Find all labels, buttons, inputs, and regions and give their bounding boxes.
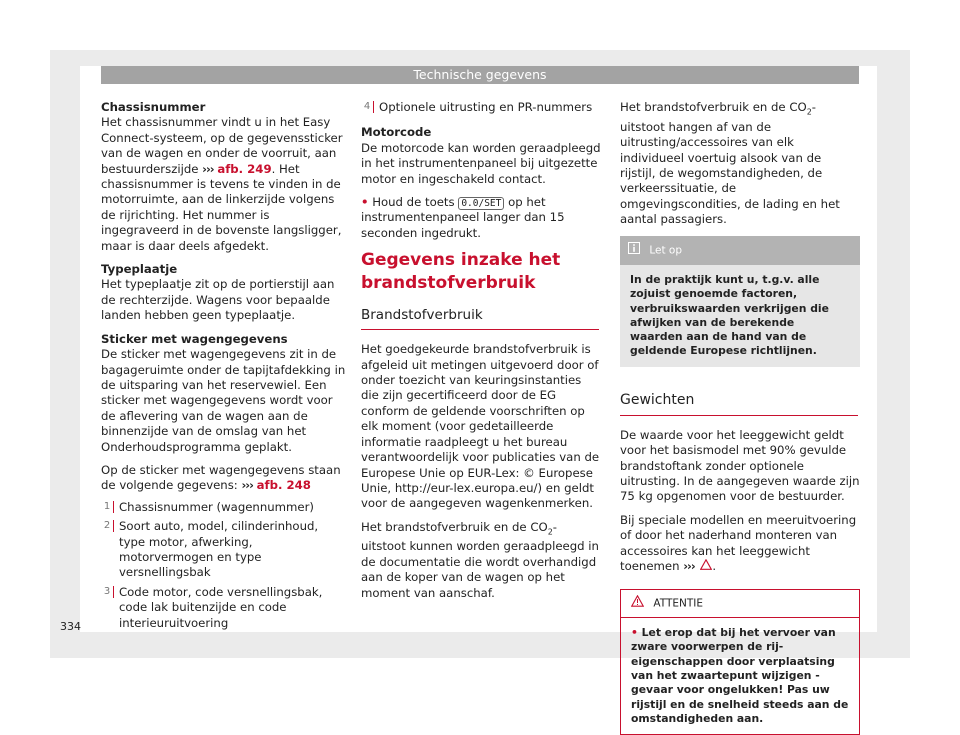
co2-text-b: -uitstoot kunnen worden geraadpleegd in de documentatie die wordt overhandigd aan de koper van de wagen op het moment van aanschaf. [361, 519, 599, 600]
item-text: Code motor, code versnellingsbak, code lak buitenzijde en code interieuruitvoering [119, 584, 323, 630]
co2-paragraph [361, 520, 601, 601]
hold-text-a: Houd de toets [372, 195, 455, 210]
warning-body [621, 618, 859, 734]
chassis-text-b: . Het chassisnummer is tevens te vinden in de motorruimte, aan de linkerzijde volgens de rijrichting. Het nummer is ingegraveerd in de bovenste langsligger, maar is daar deels afgedekt. [101, 161, 342, 253]
sticker-section [101, 332, 346, 455]
list-item [101, 585, 346, 631]
weights-text: De waarde voor het leeggewicht geldt voor het basismodel met 90% gevulde brandstoftank zonder optionele uitrusting. In de aangegeven waarde zijn 75 kg opgenomen voor de bestuurder. [620, 427, 860, 504]
page-number: 334 [60, 620, 81, 633]
warning-title: ATTENTIE [653, 597, 703, 610]
warning-triangle-icon [631, 595, 644, 612]
item-number: 3 [101, 586, 114, 598]
item-text: Chassisnummer (wagennummer) [119, 499, 314, 514]
column-left [101, 100, 346, 635]
note-header [620, 236, 860, 265]
consumption-text: Het goedgekeurde brandstofverbruik is afgeleid uit metingen uitgevoerd door of onder toezicht van keuringsinstanties die zijn gecertificeerd door de EG conform de geldende voorschriften op elk moment (voor gedetailleerde informatie raadpleegt u het bureau verantwoordelijk voor publicaties van de Europese Unie op EUR-Lex: © Europese Unie, http://eur-lex.europa.eu/) en geldt voor de aangegeven wagenkenmerken. [361, 342, 600, 511]
list-item [101, 500, 346, 515]
item-number: 2 [101, 520, 114, 532]
motorcode-section [361, 125, 601, 187]
list-item [101, 519, 346, 581]
sticker-title: Sticker met wagengegevens [101, 331, 288, 346]
sticker-intro: Op de sticker met wagengegevens staan de volgende gegevens: [101, 462, 341, 493]
sticker-items-list-continued [361, 100, 601, 115]
sticker-items-list [101, 500, 346, 631]
emissions-text-a: Het brandstofverbruik en de CO [620, 100, 807, 114]
item-text: Optionele uitrusting en PR-nummers [379, 100, 593, 114]
warning-triangle-icon[interactable] [700, 559, 712, 574]
chassis-section [101, 100, 346, 254]
type-title: Typeplaatje [101, 262, 178, 277]
type-section [101, 262, 346, 324]
note-title: Let op [649, 244, 683, 257]
info-icon [628, 242, 640, 259]
item-number: 1 [101, 501, 114, 513]
motorcode-text: De motorcode kan worden geraadpleegd in het instrumentenpaneel bij uitgezette motor en ingeschakeld contact. [361, 140, 601, 186]
list-item [361, 100, 601, 115]
item-number: 4 [361, 101, 374, 113]
sticker-intro-paragraph [101, 463, 346, 494]
motorcode-title: Motorcode [361, 125, 432, 140]
section-title: Gegevens inzake het brandstofverbruik [361, 250, 561, 294]
co2-text-a: Het brandstofverbruik en de CO [361, 519, 548, 534]
ref-arrows-icon: ››› [202, 161, 214, 176]
chassis-title: Chassisnummer [101, 100, 206, 114]
bullet-icon: • [361, 195, 369, 210]
chassis-figure-link[interactable]: afb. 249 [217, 161, 272, 176]
column-middle [361, 100, 601, 609]
set-key-label: 0.0/SET [458, 197, 504, 210]
hold-text-b: op het instrumentenpaneel langer dan 15 seconden ingedrukt. [361, 195, 565, 240]
weights-text-2: Bij speciale modellen en meeruitvoering of door het naderhand monteren van accessoires kan het leeggewicht toenemen [620, 512, 857, 574]
emissions-text-b: -uitstoot hangen af van de uitrusting/accessoires van elk individueel voertuig alsook van de rijstijl, de wegomstandigheden, de verkeerssituatie, de omgevingscondities, de lading en het aantal passagiers. [620, 100, 840, 227]
column-right [620, 100, 860, 735]
ref-arrows-icon: ››› [683, 559, 695, 574]
ref-arrows-icon: ››› [241, 478, 253, 493]
subsection-title: Brandstofverbruik [361, 307, 599, 330]
sticker-text: De sticker met wagengegevens zit in de bagageruimte onder de tapijtafdekking in de uitsparing van het reservewiel. Een sticker met wagengegevens wordt voor de aflevering van de wagen aan de binnenzijde van de omslag van het Onderhoudsprogramma geplakt. [101, 347, 346, 454]
weights-title: Gewichten [620, 391, 858, 416]
emissions-subscript: 2 [806, 107, 812, 117]
chassis-text-a: Het chassisnummer vindt u in het Easy Connect-systeem, op de gegevenssticker van de wagen en onder de voorruit, aan bestuurderszijde [101, 115, 343, 176]
emissions-paragraph [620, 100, 860, 228]
bullet-icon: • [631, 626, 638, 640]
sticker-figure-link[interactable]: afb. 248 [256, 478, 311, 493]
weights-paragraph [620, 513, 860, 575]
type-text: Het typeplaatje zit op de portierstijl aan de rechterzijde. Wagens voor bepaalde landen hebben geen typeplaatje. [101, 277, 335, 323]
warning-header [621, 590, 859, 618]
co2-subscript: 2 [547, 527, 553, 537]
item-text: Soort auto, model, cilinderinhoud, type motor, afwerking, motorvermogen en type versnellingsbak [119, 519, 319, 580]
hold-key-instruction [361, 195, 601, 241]
note-box [620, 236, 860, 367]
warning-box [620, 589, 860, 735]
weights-period: . [712, 559, 717, 574]
page-header: Technische gegevens [101, 66, 859, 84]
note-text: In de praktijk kunt u, t.g.v. alle zojuist genoemde factoren, verbruikswaarden verkrijgen die afwijken van de berekende waarden aan de hand van de geldende Europese richtlijnen. [630, 272, 829, 358]
warning-text: Let erop dat bij het vervoer van zware voorwerpen de rij-eigenschappen door verplaatsing van het zwaartepunt wijzigen - gevaar voor ongelukken! Pas uw rijstijl en de snelheid steeds aan de omstandigheden aan. [631, 626, 849, 725]
